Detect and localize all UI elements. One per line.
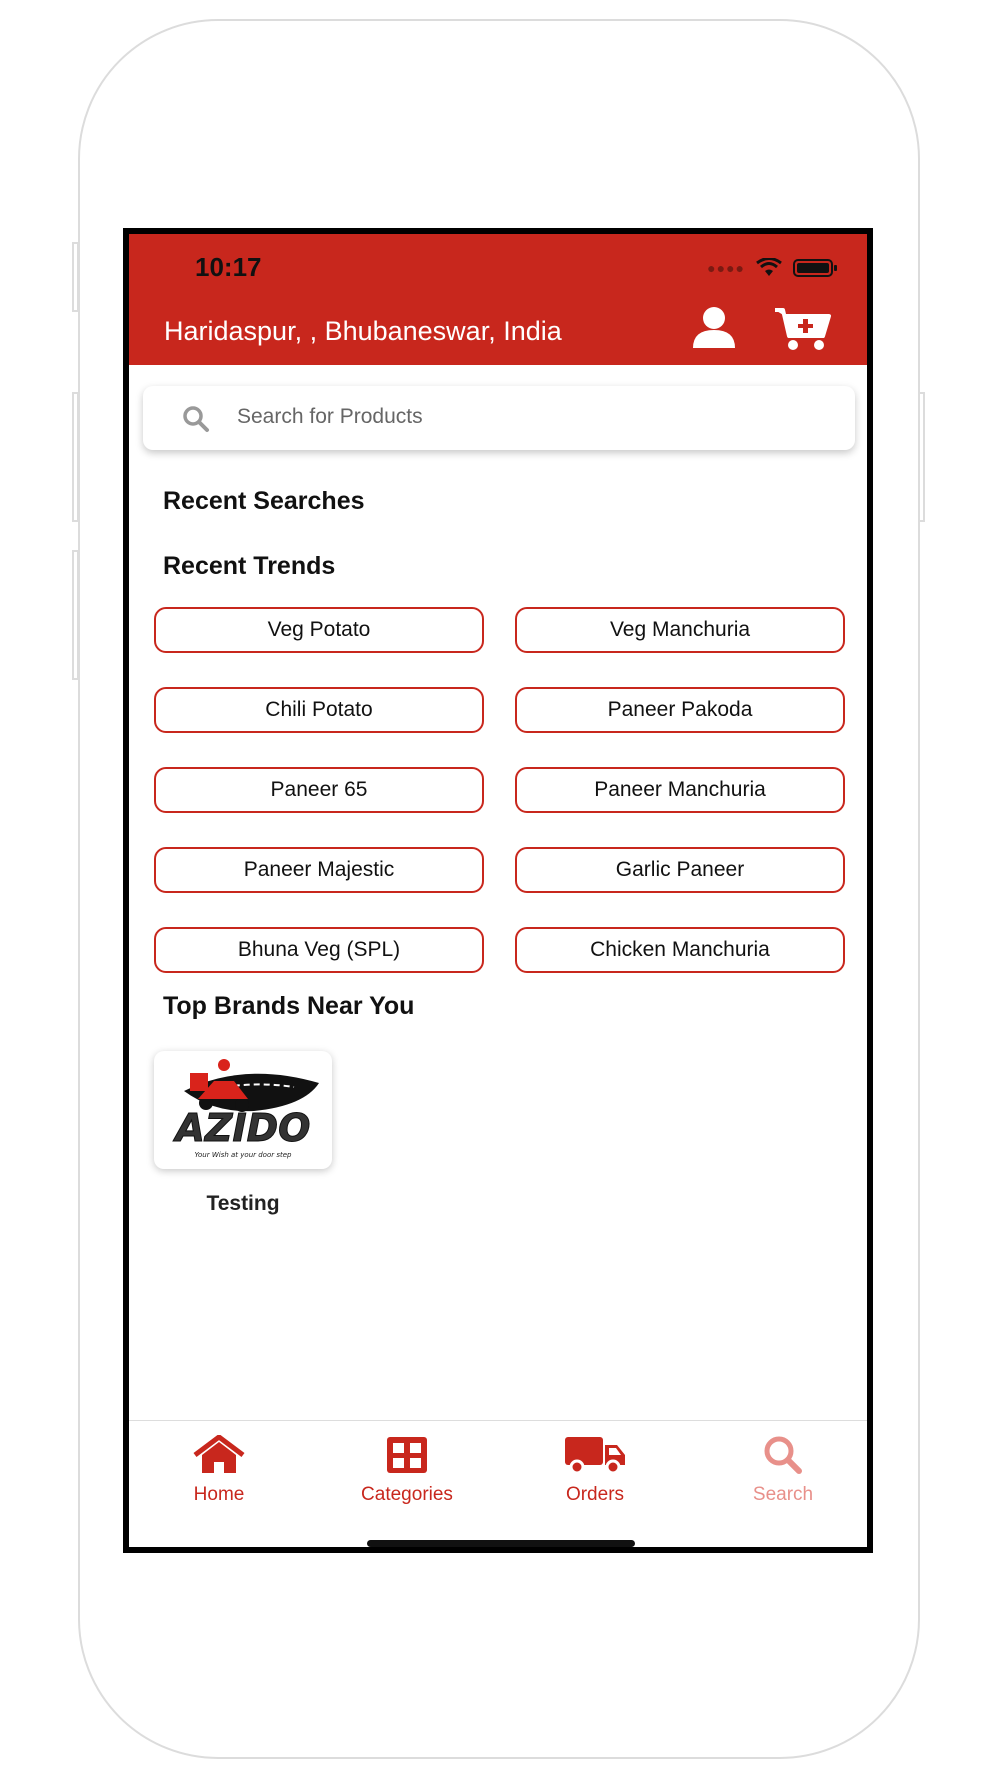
tab-label: Home [193, 1484, 245, 1505]
profile-icon[interactable] [691, 306, 737, 348]
search-icon [761, 1435, 805, 1475]
app-screen [123, 228, 873, 1553]
app-header [129, 234, 867, 365]
tab-orders[interactable] [520, 1435, 670, 1506]
trend-chip[interactable]: Veg Manchuria [515, 607, 845, 653]
truck-icon [563, 1435, 627, 1475]
bottom-tab-bar [129, 1420, 867, 1553]
top-brands-title: Top Brands Near You [163, 992, 415, 1020]
trend-chip[interactable]: Paneer Manchuria [515, 767, 845, 813]
brand-logo-text: AZIDO [175, 1106, 311, 1150]
trend-chip[interactable]: Paneer 65 [154, 767, 484, 813]
battery-icon [793, 258, 839, 278]
trend-chip[interactable]: Paneer Pakoda [515, 687, 845, 733]
phone-side-button [918, 392, 925, 522]
search-icon [181, 404, 211, 434]
trend-chip[interactable]: Paneer Majestic [154, 847, 484, 893]
search-input[interactable]: Search for Products [237, 405, 423, 428]
recent-trends-title: Recent Trends [163, 552, 336, 580]
tab-home[interactable] [144, 1435, 294, 1506]
wifi-icon [755, 258, 783, 278]
brand-name[interactable]: Testing [206, 1192, 280, 1215]
trend-chip[interactable]: Chicken Manchuria [515, 927, 845, 973]
brand-card[interactable] [154, 1051, 332, 1169]
cart-icon[interactable] [773, 306, 833, 352]
tab-categories[interactable] [332, 1435, 482, 1506]
trend-chip[interactable]: Chili Potato [154, 687, 484, 733]
phone-side-button [72, 550, 79, 680]
recent-searches-title: Recent Searches [163, 487, 365, 515]
signal-icon: ●●●● [707, 260, 745, 276]
status-icons [707, 258, 839, 278]
tab-label: Search [752, 1484, 814, 1505]
tab-label: Orders [565, 1484, 625, 1505]
phone-side-button [72, 392, 79, 522]
trend-chip[interactable]: Bhuna Veg (SPL) [154, 927, 484, 973]
phone-side-button [72, 242, 79, 312]
tab-search[interactable] [708, 1435, 858, 1506]
grid-icon [385, 1435, 429, 1475]
trend-chip[interactable]: Veg Potato [154, 607, 484, 653]
brand-logo-tagline: Your Wish at your door step [194, 1151, 292, 1159]
search-bar[interactable] [143, 386, 855, 450]
location-label[interactable]: Haridaspur, , Bhubaneswar, India [164, 316, 562, 346]
home-indicator [367, 1540, 635, 1547]
tab-label: Categories [361, 1484, 453, 1505]
brand-logo [154, 1051, 332, 1169]
status-time: 10:17 [195, 252, 262, 282]
home-icon [191, 1435, 247, 1475]
trend-chip[interactable]: Garlic Paneer [515, 847, 845, 893]
